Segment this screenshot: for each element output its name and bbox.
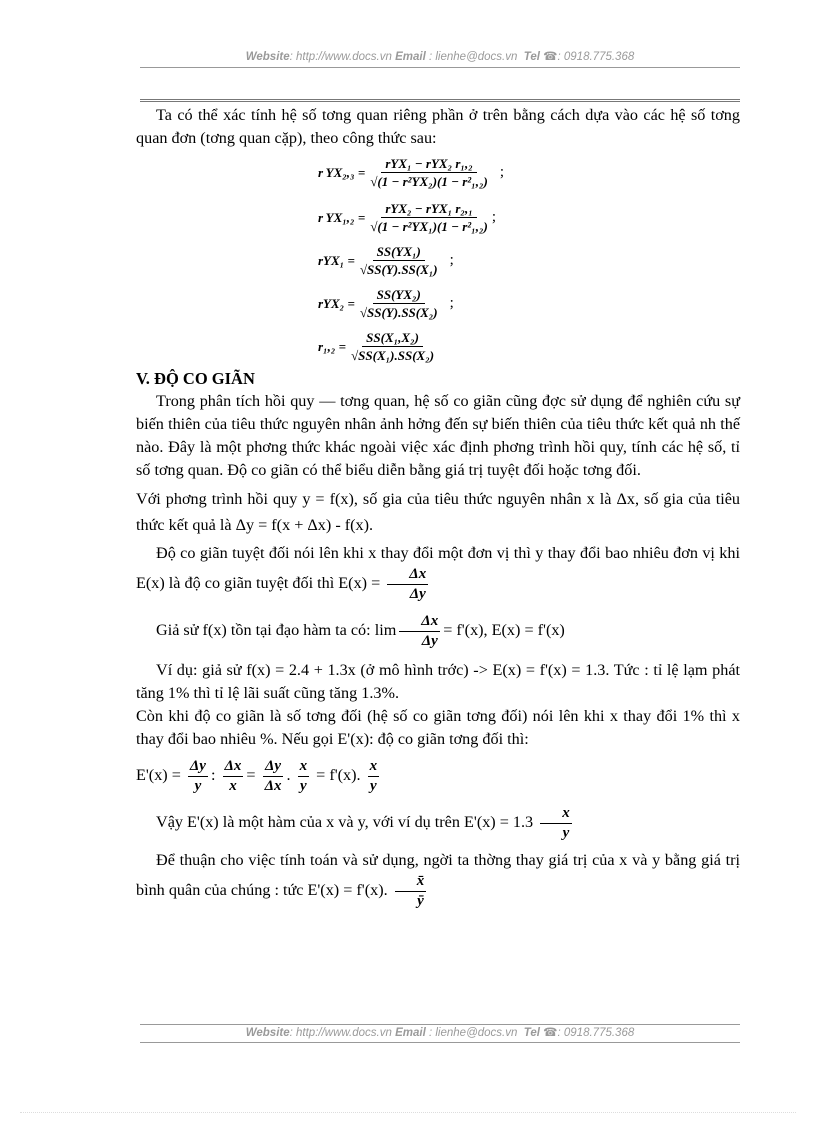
content-top-rule <box>140 99 740 102</box>
formula-1: r YX₂,₃ = $\frac{\text{rYX₁ − rYX₂ r₁,₂}}{\text{√(1 − r²YX₂)(1 − r²₁,₂)}}$ ; <box>318 156 504 189</box>
section-title: V. ĐỘ CO GIÃN <box>136 369 255 388</box>
page-header <box>140 49 740 63</box>
footer-bottom-rule <box>140 1042 740 1043</box>
paragraph-9: Để thuận cho việc tính toán và sử dụng, ngời ta thờng thay giá trị của x và y bằng giá trị bình quân của chúng : tức E'(x) = f'(x). $\frac{x̄}{ȳ}$ <box>136 851 740 909</box>
fraction-dx-dy: $\frac{\Delta x}{\Delta y}$ <box>387 565 428 604</box>
page-footer <box>140 1025 740 1039</box>
formula-block <box>318 156 740 363</box>
page-bottom-border <box>20 1112 796 1113</box>
paragraph-4: Giả sử f(x) tồn tại đạo hàm ta có: lim $\frac{\Delta x}{\Delta y}$ = f'(x), E(x) = f'(x) <box>156 613 565 649</box>
header-email-value: : lienhe@docs.vn <box>428 51 518 63</box>
paragraph-5: Ví dụ: giả sử f(x) = 2.4 + 1.3x (ở mô hình trớc) -> E(x) = f'(x) = 1.3. Tức : tỉ lệ lạm phát tăng 1% thì tỉ lệ lãi suất cũng tăng 1.3%. <box>136 661 740 702</box>
footer-email-label: Email <box>395 1027 426 1039</box>
formula-3: rYX₁ = $\frac{\text{SS(YX₁)}}{\text{√SS(Y).SS(X₁)}}$ ; <box>318 244 454 277</box>
paragraph-7: E'(x) = $\frac{\Delta y}{y}$ : $\frac{\Delta x}{x}$ = $\frac{\Delta y}{\Delta x}$ . $\frac{x}{y}$ = f'(x). $\frac{x}{y}$ <box>136 758 378 794</box>
footer-email-value: : lienhe@docs.vn <box>428 1027 518 1039</box>
header-tel-value: : 0918.775.368 <box>557 51 635 63</box>
header-rule <box>140 67 740 68</box>
formula-4: rYX₂ = $\frac{\text{SS(YX₂)}}{\text{√SS(Y).SS(X₂)}}$ ; <box>318 287 454 320</box>
paragraph-8: Vậy E'(x) là một hàm của x và y, với ví dụ trên E'(x) = 1.3 $\frac{x}{y}$ <box>156 805 570 841</box>
footer-tel-label: Tel <box>523 1027 540 1039</box>
intro-paragraph: Ta có thể xác tính hệ số tơng quan riêng phần ở trên bằng cách dựa vào các hệ số tơng quan đơn (tơng quan cặp), theo công thức sau: <box>136 106 740 147</box>
footer-website-value: : http://www.docs.vn <box>289 1027 392 1039</box>
footer-website-label: Website <box>245 1027 290 1039</box>
document-body <box>136 104 740 911</box>
header-website-value: : http://www.docs.vn <box>289 51 392 63</box>
header-website-label: Website <box>245 51 290 63</box>
paragraph-2: Với phơng trình hồi quy y = f(x), số gia của tiêu thức nguyên nhân x là Δx, số gia của tiêu thức kết quả là Δy = f(x + Δx) - f(x). <box>136 490 740 534</box>
paragraph-6: Còn khi độ co giãn là số tơng đối (hệ số co giãn tơng đối) nói lên khi x thay đổi 1% thì x thay đổi bao nhiêu %. Nếu gọi E'(x): độ co giãn tơng đối thì: <box>136 707 740 748</box>
header-tel-label: Tel <box>523 51 540 63</box>
paragraph-3: Độ co giãn tuyệt đối nói lên khi x thay đổi một đơn vị thì y thay đổi bao nhiêu đơn vị khi E(x) là độ co giãn tuyệt đối thì E(x) = $\frac{\Delta x}{\Delta y}$ <box>136 544 740 602</box>
footer-tel-value: : 0918.775.368 <box>557 1027 635 1039</box>
header-email-label: Email <box>395 51 426 63</box>
phone-icon: ☎ <box>543 1027 558 1039</box>
formula-5: r₁,₂ = $\frac{\text{SS(X₁,X₂)}}{\text{√SS(X₁).SS(X₂)}}$ <box>318 330 435 363</box>
phone-icon: ☎ <box>543 51 558 63</box>
paragraph-1: Trong phân tích hồi quy — tơng quan, hệ số co giãn cũng đợc sử dụng để nghiên cứu sự biến thiên của tiêu thức nguyên nhân ảnh hởng đến sự biến thiên của tiêu thức kết quả nh thế nào. Đây là một phơng thức khác ngoài việc xác định phơng trình hồi quy, tính các hệ số, tỉ số tơng quan. Độ co giãn có thể biểu diễn bằng giá trị tuyệt đối hoặc tơng đối. <box>136 392 740 479</box>
formula-2: r YX₁,₂ = $\frac{\text{rYX₂ − rYX₁ r₂,₁}}{\text{√(1 − r²YX₁)(1 − r²₁,₂)}}$ ; <box>318 201 496 234</box>
